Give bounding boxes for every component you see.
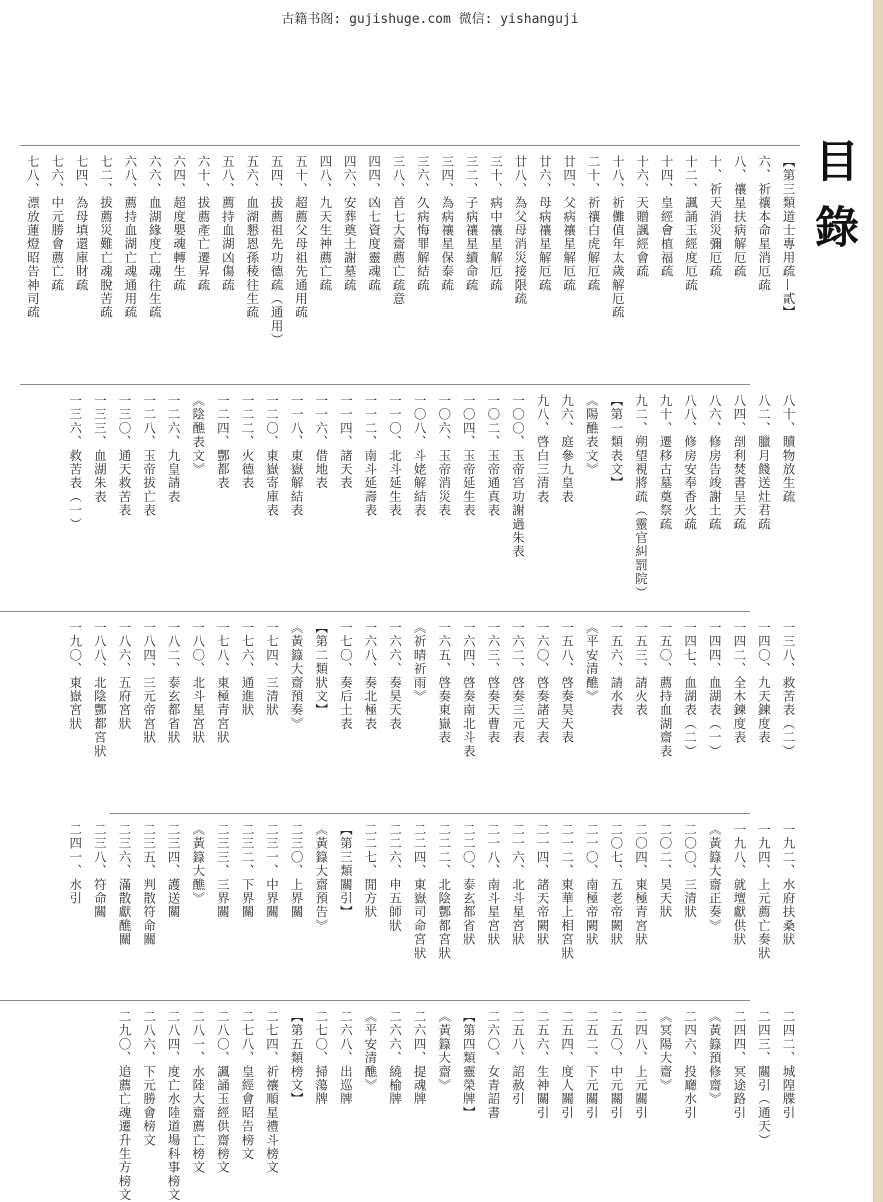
toc-entry: 二〇七、五老帝闕狀 xyxy=(608,823,624,947)
toc-entry: 一〇八、斗姥解結表 xyxy=(412,394,428,518)
toc-entry: 二四四、冥途路引 xyxy=(731,1010,747,1120)
toc-band-3 xyxy=(10,611,800,811)
toc-entry: 一六三、啓奏天曹表 xyxy=(485,621,501,745)
toc-columns xyxy=(62,394,800,600)
toc-entry: 一六四、啓奏南北斗表 xyxy=(461,621,477,758)
watermark-text: 古籍书阁: gujishuge.com 微信: yishanguji xyxy=(281,12,579,27)
band-rule xyxy=(20,384,750,385)
toc-entry: 一五〇、薦持血湖齋表 xyxy=(658,621,674,758)
toc-entry: 八十、贖物放生疏 xyxy=(781,394,796,504)
toc-entry: 一九二、水府扶桑狀 xyxy=(781,823,796,947)
toc-entry: 《黃籙預修齋》 xyxy=(707,1010,723,1106)
toc-entry: 【第三類道士專用疏—貳】 xyxy=(781,155,796,320)
toc-entry: 二八一、水陸大齋薦亡榜文 xyxy=(190,1010,206,1175)
toc-entry: 二二四、東嶽司命宮狀 xyxy=(412,823,428,960)
toc-columns xyxy=(111,1010,800,1202)
toc-entry: 十二、諷誦玉經度厄疏 xyxy=(683,155,699,292)
toc-entry: 一一四、諸天表 xyxy=(338,394,354,490)
toc-entry: 二九〇、追薦亡魂遷升生方榜文 xyxy=(116,1010,132,1202)
toc-entry: 八、禳星扶病解厄疏 xyxy=(732,155,748,279)
toc-entry: 九二、朔望視將疏（靈官糾罰院） xyxy=(633,394,649,600)
toc-entry: 一二八、玉帝拔亡表 xyxy=(141,394,157,518)
toc-entry: 《陽醮表文》 xyxy=(584,394,600,477)
toc-entry: 二三一、中界關 xyxy=(264,823,280,919)
toc-entry: 一一六、借地表 xyxy=(313,394,329,490)
toc-entry: 【第五類榜文】 xyxy=(289,1010,305,1106)
toc-entry: 九八、啓白三清表 xyxy=(535,394,551,504)
toc-entry: 二三二、下界關 xyxy=(239,823,255,919)
toc-entry: 二〇四、東極青宮狀 xyxy=(633,823,649,947)
toc-entry: 一七四、三清狀 xyxy=(264,621,280,717)
toc-entry: 四八、九天生神薦亡疏 xyxy=(317,155,333,292)
toc-entry: 二五〇、中元關引 xyxy=(608,1010,624,1120)
toc-entry: 一六六、奏昊天表 xyxy=(387,621,403,731)
toc-entry: 《黃籙大齋預奏》 xyxy=(289,621,305,731)
band-rule xyxy=(0,611,750,612)
toc-entry: 六六、血湖緣度亡魂往生疏 xyxy=(147,155,163,320)
toc-entry: 八二、臘月餞送灶君疏 xyxy=(756,394,772,531)
toc-entry: 二十、祈禳白虎解厄疏 xyxy=(586,155,601,292)
toc-entry: 【第四類靈榮牌】 xyxy=(461,1010,477,1120)
toc-columns xyxy=(62,823,800,960)
band-rule xyxy=(20,145,800,146)
toc-entry: 二〇〇、三清狀 xyxy=(682,823,698,919)
toc-entry: 一〇六、玉帝消災表 xyxy=(436,394,452,518)
toc-entry: 四四、凶七資度靈魂疏 xyxy=(366,155,382,292)
toc-entry: 二五二、下元關引 xyxy=(584,1010,600,1120)
toc-entry: 一五三、請火表 xyxy=(633,621,649,717)
toc-entry: 一六〇、啓奏諸天表 xyxy=(535,621,551,745)
toc-entry: 九六、庭參九皇表 xyxy=(559,394,575,504)
toc-entry: 二八〇、諷誦玉經供齋榜文 xyxy=(215,1010,231,1175)
toc-entry: 一七八、東極青宮狀 xyxy=(215,621,231,745)
toc-entry: 七二、拔薦災難亡魂脫苦疏 xyxy=(98,155,114,320)
page-title: 目錄 xyxy=(807,138,858,270)
toc-entry: 廿六、母病禳星解厄疏 xyxy=(537,155,553,292)
toc-entry: 二四三、關引（通天） xyxy=(756,1010,772,1147)
toc-entry: 一二二、火德表 xyxy=(239,394,255,490)
toc-entry: 五八、薦持血湖凶傷疏 xyxy=(220,155,236,292)
toc-entry: 【第一類表文】 xyxy=(608,394,624,490)
toc-entry: 《陰醮表文》 xyxy=(190,394,206,477)
toc-entry: 《平安清醮》 xyxy=(584,621,600,704)
toc-entry: 一七六、通進狀 xyxy=(239,621,255,717)
toc-entry: 二六〇、女青詔書 xyxy=(485,1010,501,1120)
toc-entry: 《黃籙大齋正奏》 xyxy=(707,823,723,933)
toc-entry: 三八、首七大齋薦亡疏意 xyxy=(391,155,406,306)
toc-entry: 二三五、判散符命關 xyxy=(141,823,157,947)
toc-entry: 二三四、護送關 xyxy=(166,823,182,919)
toc-entry: 一八六、五府宮狀 xyxy=(116,621,132,731)
toc-entry: 四六、安葬奠土謝墓疏 xyxy=(342,155,358,292)
toc-band-4 xyxy=(10,813,800,993)
toc-entry: 二七〇、掃蕩牌 xyxy=(313,1010,329,1106)
toc-band-1 xyxy=(10,145,800,375)
toc-columns xyxy=(20,155,800,347)
toc-entry: 一九〇、東嶽宮狀 xyxy=(67,621,83,731)
toc-entry: 二二七、閒方狀 xyxy=(362,823,378,919)
toc-entry: 一六二、啓奏三元表 xyxy=(510,621,526,745)
toc-entry: 三二、子病禳星續命疏 xyxy=(464,155,480,292)
toc-entry: 一〇四、玉帝延生表 xyxy=(461,394,477,518)
toc-entry: 二三三、三界關 xyxy=(215,823,231,919)
band-rule xyxy=(0,1000,750,1001)
toc-entry: 一〇〇、玉帝宫功謝過朱表 xyxy=(510,394,526,559)
toc-entry: 二一四、諸天帝闕狀 xyxy=(535,823,551,947)
toc-entry: 一五八、啓奏昊天表 xyxy=(559,621,575,745)
toc-entry: 二一二、東華上相宮狀 xyxy=(559,823,575,960)
toc-entry: 一〇二、玉帝通真表 xyxy=(485,394,501,518)
toc-entry: 二四六、投廰水引 xyxy=(682,1010,698,1120)
toc-entry: 廿八、為父母消災接限疏 xyxy=(512,155,528,306)
toc-entry: 二三六、滿散獻醮關 xyxy=(116,823,132,947)
toc-entry: 二五六、生神關引 xyxy=(535,1010,551,1120)
toc-entry: 一五六、請水表 xyxy=(608,621,624,717)
toc-entry: 一四四、血湖表（一） xyxy=(707,621,723,758)
toc-entry: 三十、病中禳星解厄疏 xyxy=(488,155,504,292)
toc-entry: 【第二類狀文】 xyxy=(313,621,329,717)
toc-entry: 一六八、奏北極表 xyxy=(362,621,378,731)
toc-entry: 一二四、酆都表 xyxy=(215,394,231,490)
toc-entry: 六八、薦持血湖亡魂通用疏 xyxy=(122,155,138,320)
toc-entry: 廿四、父病禳星解厄疏 xyxy=(561,155,577,292)
toc-entry: 二二二、北陰酆都宮狀 xyxy=(436,823,452,960)
page-edge-strip xyxy=(873,0,883,1202)
toc-entry: 一八〇、北斗星宮狀 xyxy=(190,621,206,745)
toc-band-2 xyxy=(10,384,800,599)
toc-entry: 《冥陽大齋》 xyxy=(658,1010,674,1093)
band-rule xyxy=(110,813,750,814)
toc-entry: 一一八、東嶽解結表 xyxy=(289,394,305,518)
toc-entry: 八六、修房告竣謝土疏 xyxy=(707,394,723,531)
toc-entry: 二四八、上元關引 xyxy=(633,1010,649,1120)
toc-entry: 一八八、北陰酆都宮狀 xyxy=(92,621,108,758)
toc-entry: 一三六、救苦表（一） xyxy=(67,394,83,531)
toc-entry: 二一八、南斗星宮狀 xyxy=(485,823,501,947)
toc-entry: 一四七、血湖表（二） xyxy=(682,621,698,758)
toc-entry: 五六、血湖懇恩孫稜往生疏 xyxy=(244,155,260,320)
toc-entry: 六、祈禳本命星消厄疏 xyxy=(756,155,772,292)
toc-entry: 一八二、泰玄都省狀 xyxy=(166,621,182,745)
toc-entry: 五十、超薦父母祖先通用疏 xyxy=(293,155,309,320)
toc-entry: 二六八、出巡牌 xyxy=(338,1010,354,1106)
toc-entry: 三六、久病悔罪解結疏 xyxy=(415,155,431,292)
toc-entry: 二五四、度人關引 xyxy=(559,1010,575,1120)
toc-entry: 八四、剖利焚書呈天疏 xyxy=(731,394,747,531)
toc-entry: 二七八、皇經會昭告榜文 xyxy=(239,1010,255,1161)
toc-entry: 一八四、三元帝宮狀 xyxy=(141,621,157,745)
toc-entry: 十四、皇經會植福疏 xyxy=(659,155,675,279)
toc-entry: 七四、為母填還庫財疏 xyxy=(74,155,90,292)
toc-entry: 一二〇、東嶽寄庫表 xyxy=(264,394,280,518)
toc-entry: 二三〇、上界關 xyxy=(289,823,305,919)
toc-entry: 二四一、水引 xyxy=(67,823,83,906)
toc-entry: 八八、修房安奉香火疏 xyxy=(682,394,698,531)
toc-entry: 一九八、就壇獻供狀 xyxy=(731,823,747,947)
toc-band-5 xyxy=(10,1000,800,1200)
toc-entry: 一四〇、九天鍊度表 xyxy=(756,621,772,745)
toc-entry: 二四二、城隍牒引 xyxy=(781,1010,796,1120)
toc-entry: 二二〇、泰玄都省狀 xyxy=(461,823,477,947)
toc-entry: 一七〇、奏后土表 xyxy=(338,621,354,731)
toc-entry: 六四、超度嬰魂轉生疏 xyxy=(171,155,187,292)
toc-entry: 一一二、南斗延壽表 xyxy=(362,394,378,518)
toc-entry: 二七四、祈禳順星禮斗榜文 xyxy=(264,1010,280,1175)
toc-entry: 一六五、啓奏東嶽表 xyxy=(436,621,452,745)
toc-entry: 《黃籙大齋預告》 xyxy=(313,823,329,933)
toc-entry: 一三八、救苦表（二） xyxy=(781,621,796,758)
toc-entry: 一二六、九皇請表 xyxy=(166,394,182,504)
toc-entry: 二八四、度亡水陸道場科事榜文 xyxy=(166,1010,182,1202)
toc-entry: 五四、拔薦祖先功德疏（通用） xyxy=(269,155,285,347)
toc-entry: 《平安清醮》 xyxy=(362,1010,378,1093)
toc-entry: 二一六、北斗星宮狀 xyxy=(510,823,526,947)
toc-entry: 七六、中元勝會薦亡疏 xyxy=(49,155,65,292)
toc-entry: 一一〇、北斗延生表 xyxy=(387,394,403,518)
toc-entry: 二六四、提魂牌 xyxy=(412,1010,428,1106)
toc-entry: 二三八、符命關 xyxy=(92,823,108,919)
toc-entry: 七八、漂放蓮燈昭告神司疏 xyxy=(25,155,41,320)
toc-entry: 《黃籙大齋》 xyxy=(436,1010,452,1093)
toc-entry: 《黃籙大醮》 xyxy=(190,823,206,906)
toc-entry: 二八六、下元勝會榜文 xyxy=(141,1010,157,1147)
toc-entry: 十、祈天消災彌厄疏 xyxy=(707,155,723,279)
toc-entry: 二五八、詔赦引 xyxy=(510,1010,526,1106)
toc-entry: 二一〇、南極帝闕狀 xyxy=(584,823,600,947)
toc-entry: 十八、祈儺值年太歲解厄疏 xyxy=(610,155,626,320)
toc-entry: 一三三、血湖朱表 xyxy=(92,394,108,504)
toc-entry: 一九四、上元薦亡奏狀 xyxy=(756,823,772,960)
toc-entry: 九十、遷移古墓奠祭疏 xyxy=(658,394,674,531)
toc-entry: 一四二、全木鍊度表 xyxy=(731,621,747,745)
toc-entry: 一三〇、通天救苦表 xyxy=(116,394,132,518)
toc-entry: 十六、天贈諷經會疏 xyxy=(634,155,650,279)
toc-entry: 《祈晴祈雨》 xyxy=(412,621,428,704)
toc-columns xyxy=(62,621,800,758)
toc-entry: 六十、拔薦產亡遷昇疏 xyxy=(196,155,211,292)
toc-entry: 三四、為病禳星保泰疏 xyxy=(439,155,455,292)
toc-entry: 二六六、繞榆牌 xyxy=(387,1010,403,1106)
toc-entry: 二〇二、昊天狀 xyxy=(658,823,674,919)
toc-entry: 【第三類關引】 xyxy=(338,823,354,919)
toc-entry: 二二六、申五師狀 xyxy=(387,823,403,933)
